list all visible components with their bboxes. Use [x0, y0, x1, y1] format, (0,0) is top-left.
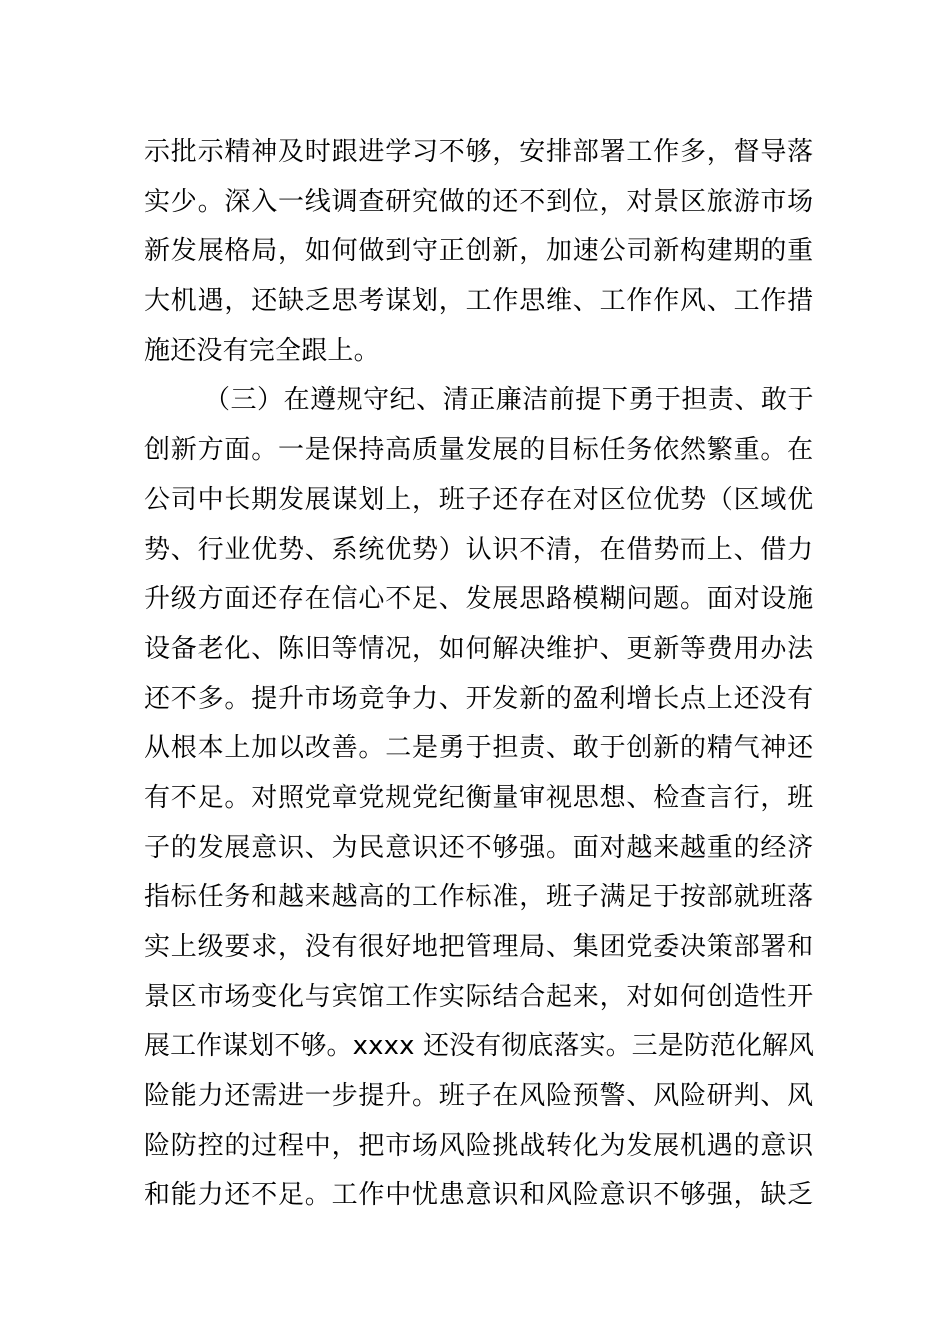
text-line: 升级方面还存在信心不足、发展思路模糊问题。面对设施 — [144, 584, 814, 615]
text-line: 设备老化、陈旧等情况，如何解决维护、更新等费用办法 — [144, 633, 814, 664]
text-line: 公司中长期发展谋划上，班子还存在对区位优势（区域优 — [144, 484, 814, 515]
paragraph-heading-line: （三）在遵规守纪、清正廉洁前提下勇于担责、敢于 — [204, 385, 814, 416]
text-line: 子的发展意识、为民意识还不够强。面对越来越重的经济 — [144, 832, 814, 863]
text-line: 有不足。对照党章党规党纪衡量审视思想、检查言行，班 — [144, 782, 814, 813]
text-line: 新发展格局，如何做到守正创新，加速公司新构建期的重 — [144, 236, 814, 267]
text-line: 还不多。提升市场竞争力、开发新的盈利增长点上还没有 — [144, 683, 814, 714]
text-line: 创新方面。一是保持高质量发展的目标任务依然繁重。在 — [144, 435, 814, 466]
text-line: 险防控的过程中，把市场风险挑战转化为发展机遇的意识 — [144, 1130, 814, 1161]
text-line: 景区市场变化与宾馆工作实际结合起来，对如何创造性开 — [144, 981, 814, 1012]
text-line: 势、行业优势、系统优势）认识不清，在借势而上、借力 — [144, 534, 814, 565]
text-line: 实少。深入一线调查研究做的还不到位，对景区旅游市场 — [144, 186, 814, 217]
text-line: 险能力还需进一步提升。班子在风险预警、风险研判、风 — [144, 1081, 814, 1112]
text-line: 展工作谋划不够。xxxx 还没有彻底落实。三是防范化解风 — [144, 1031, 815, 1062]
text-line: 施还没有完全跟上。 — [144, 335, 380, 366]
text-line: 实上级要求，没有很好地把管理局、集团党委决策部署和 — [144, 932, 814, 962]
text-line: 大机遇，还缺乏思考谋划，工作思维、工作作风、工作措 — [144, 286, 814, 317]
text-line: 和能力还不足。工作中忧患意识和风险意识不够强，缺乏 — [144, 1180, 814, 1211]
body-text — [144, 128, 814, 1221]
text-line: 示批示精神及时跟进学习不够，安排部署工作多，督导落 — [144, 137, 814, 167]
text-line: 从根本上加以改善。二是勇于担责、敢于创新的精气神还 — [144, 733, 814, 764]
text-line: 指标任务和越来越高的工作标准，班子满足于按部就班落 — [144, 882, 814, 913]
